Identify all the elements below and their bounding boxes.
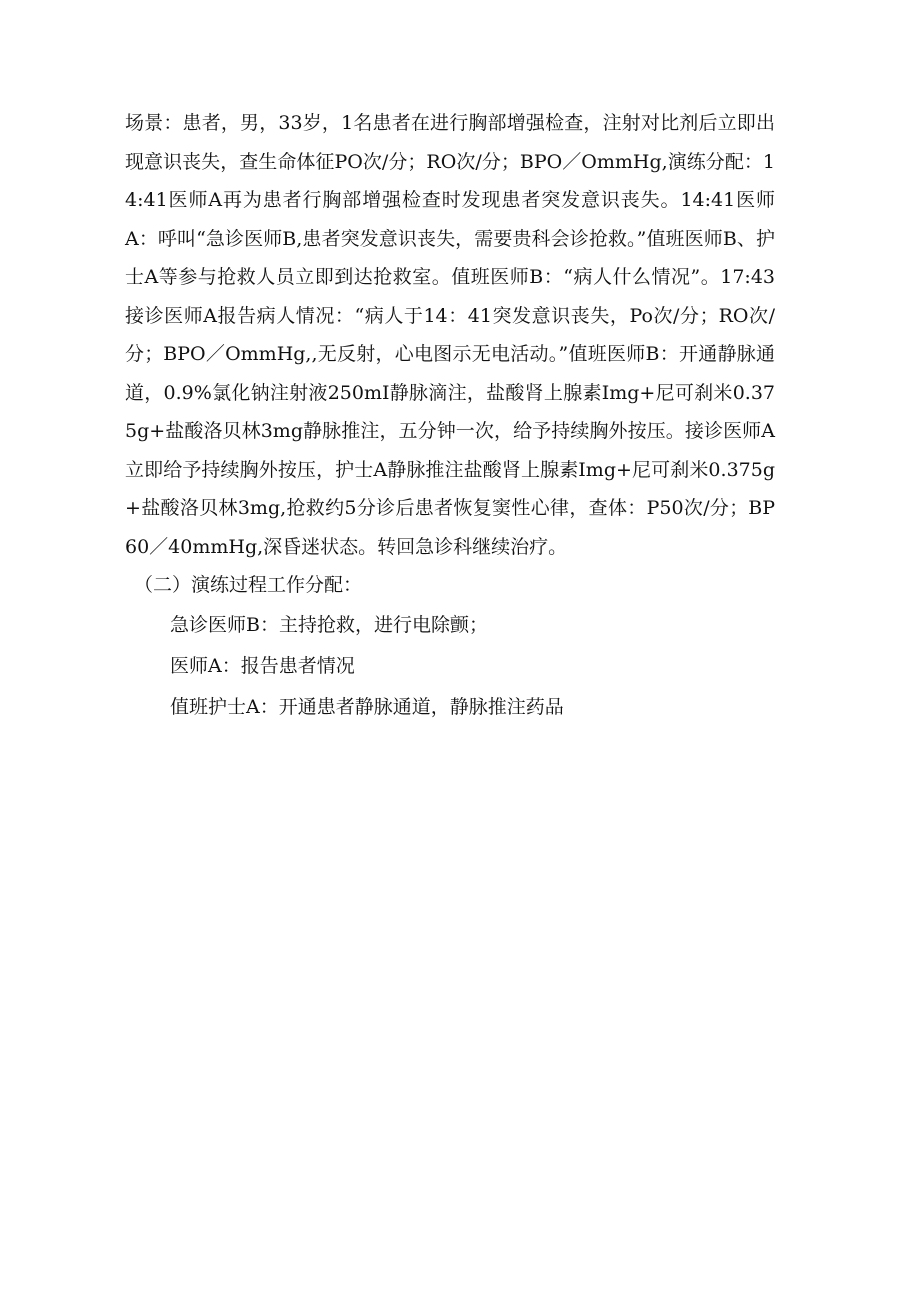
assignment-item: 医师A：报告患者情况 bbox=[170, 654, 355, 677]
assignment-item: 急诊医师B：主持抢救，进行电除颤； bbox=[170, 613, 488, 636]
assignment-list bbox=[125, 605, 775, 728]
section-heading: （二）演练过程工作分配： bbox=[134, 574, 363, 596]
assignment-item: 值班护士A：开通患者静脉通道，静脉推注药品 bbox=[170, 695, 564, 718]
scenario-paragraph: 场景：患者，男，33岁，1名患者在进行胸部增强检查，注射对比剂后立即出现意识丧失，查生命体征PO次/分；RO次/分；BPO／OmmHg,演练分配：14:41医师A再为患者行胸部增强检查时发现患者突发意识丧失。14:41医师A：呼叫“急诊医师B,患者突发意识丧失，需要贵科会诊抢救。”值班医师B、护士A等参与抢救人员立即到达抢救室。值班医师B：“病人什么情况”。17:43接诊医师A报告病人情况：“病人于14：41突发意识丧失，Po次/分；RO次/分；BPO／OmmHg,,无反射，心电图示无电活动。”值班医师B：开通静脉通道，0.9%氯化钠注射液250mI静脉滴注，盐酸肾上腺素Img+尼可刹米0.375g+盐酸洛贝林3mg静脉推注，五分钟一次，给予持续胸外按压。接诊医师A立即给予持续胸外按压，护士A静脉推注盐酸肾上腺素Img+尼可刹米0.375g+盐酸洛贝林3mg,抢救约5分诊后患者恢复窦性心律，查体：P50次/分；BP60／40mmHg,深昏迷状态。转回急诊科继续治疗。 bbox=[125, 112, 775, 558]
document-body bbox=[125, 104, 775, 728]
